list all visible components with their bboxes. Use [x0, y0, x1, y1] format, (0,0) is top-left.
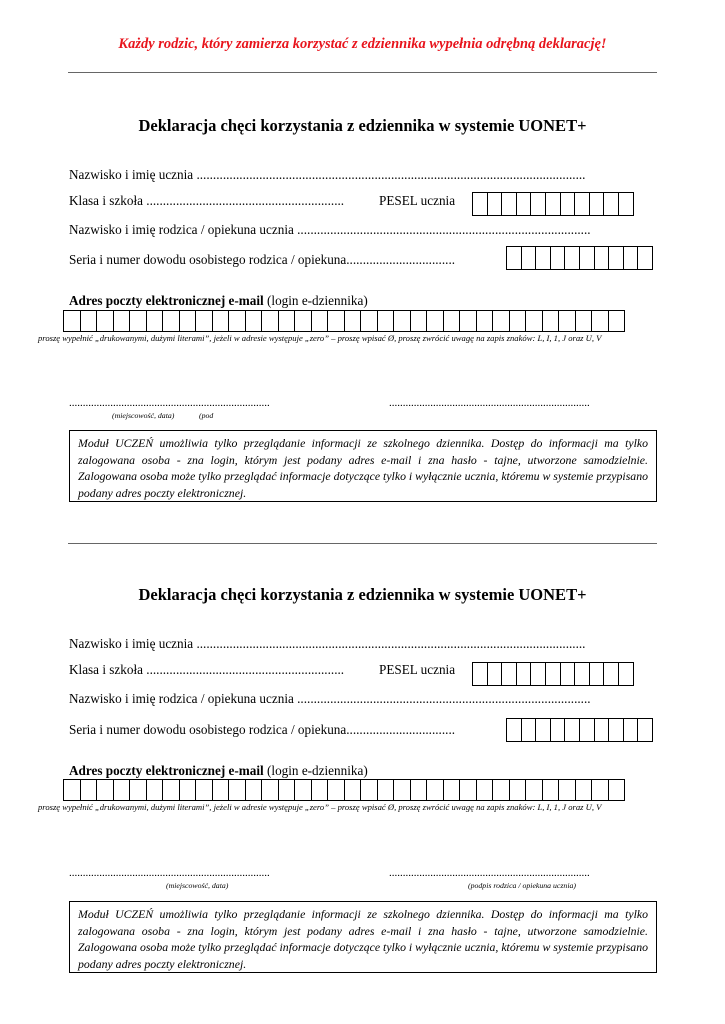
- email-char-box[interactable]: [443, 779, 461, 801]
- email-boxes[interactable]: [63, 310, 625, 332]
- place-date-caption: (miejscowość, data): [166, 881, 229, 890]
- email-char-box[interactable]: [80, 779, 98, 801]
- place-date-line[interactable]: .........................................................................: [69, 397, 270, 409]
- char-box[interactable]: [560, 662, 576, 686]
- email-char-box[interactable]: [278, 310, 296, 332]
- student-name-field[interactable]: Nazwisko i imię ucznia ......................................................................................................................: [69, 636, 586, 651]
- info-box: Moduł UCZEŃ umożliwia tylko przeglądanie informacji ze szkolnego dziennika. Dostęp do informacji ma tylko zalogowana osoba - zna login, którym jest podany adres e-mail i zna hasło - tajne, utworzone samodzielnie. Zalogowana osoba może tylko przeglądać informacje dotyczące tylko i wyłącznie ucznia, któremu w systemie przypisano podany adres poczty elektronicznej.: [69, 430, 657, 502]
- email-char-box[interactable]: [245, 310, 263, 332]
- email-char-box[interactable]: [344, 310, 362, 332]
- email-char-box[interactable]: [228, 779, 246, 801]
- parent-name-field[interactable]: Nazwisko i imię rodzica / opiekuna ucznia .........................................................................................: [69, 222, 591, 237]
- email-char-box[interactable]: [63, 779, 81, 801]
- char-box[interactable]: [501, 662, 517, 686]
- email-char-box[interactable]: [393, 310, 411, 332]
- email-char-box[interactable]: [509, 779, 527, 801]
- id-series-boxes[interactable]: [506, 246, 653, 270]
- email-char-box[interactable]: [212, 779, 230, 801]
- parent-name-field[interactable]: Nazwisko i imię rodzica / opiekuna ucznia .........................................................................................: [69, 691, 591, 706]
- email-char-box[interactable]: [311, 310, 329, 332]
- email-char-box[interactable]: [525, 779, 543, 801]
- email-char-box[interactable]: [558, 310, 576, 332]
- fill-note: proszę wypełnić „drukowanymi, dużymi literami”, jeżeli w adresie występuje „zero” – proszę wpisać Ø, proszę zwrócić uwagę na zapis znaków: L, I, 1, J oraz U, V: [38, 333, 602, 343]
- email-char-box[interactable]: [459, 779, 477, 801]
- pesel-label: PESEL ucznia: [379, 193, 456, 208]
- email-label-rest: (login e-dziennika): [267, 763, 368, 778]
- email-char-box[interactable]: [195, 310, 213, 332]
- signature-line[interactable]: .........................................................................: [389, 397, 590, 409]
- email-char-box[interactable]: [591, 310, 609, 332]
- char-box[interactable]: [574, 662, 590, 686]
- email-char-box[interactable]: [459, 310, 477, 332]
- pesel-boxes[interactable]: [472, 192, 634, 216]
- email-char-box[interactable]: [327, 310, 345, 332]
- email-char-box[interactable]: [228, 310, 246, 332]
- email-char-box[interactable]: [575, 779, 593, 801]
- signature-line[interactable]: .........................................................................: [389, 867, 590, 879]
- char-box[interactable]: [516, 662, 532, 686]
- email-char-box[interactable]: [608, 779, 626, 801]
- char-box[interactable]: [603, 192, 619, 216]
- email-char-box[interactable]: [410, 779, 428, 801]
- char-box[interactable]: [564, 246, 580, 270]
- char-box[interactable]: [472, 662, 488, 686]
- place-date-line[interactable]: .........................................................................: [69, 867, 270, 879]
- email-char-box[interactable]: [393, 779, 411, 801]
- email-char-box[interactable]: [360, 779, 378, 801]
- char-box[interactable]: [579, 718, 595, 742]
- email-char-box[interactable]: [162, 779, 180, 801]
- id-series-field[interactable]: Seria i numer dowodu osobistego rodzica / opiekuna.................................: [69, 252, 456, 267]
- email-char-box[interactable]: [96, 310, 114, 332]
- email-char-box[interactable]: [80, 310, 98, 332]
- email-char-box[interactable]: [476, 779, 494, 801]
- email-char-box[interactable]: [509, 310, 527, 332]
- email-char-box[interactable]: [278, 779, 296, 801]
- place-date-caption: (miejscowość, data): [112, 411, 175, 420]
- char-box[interactable]: [579, 246, 595, 270]
- pesel-boxes[interactable]: [472, 662, 634, 686]
- email-char-box[interactable]: [377, 779, 395, 801]
- info-box: Moduł UCZEŃ umożliwia tylko przeglądanie informacji ze szkolnego dziennika. Dostęp do informacji ma tylko zalogowana osoba - zna login, którym jest podany adres e-mail i zna hasło - tajne, utworzone samodzielnie. Zalogowana osoba może tylko przeglądać informacje dotyczące tylko i wyłącznie ucznia, któremu w systemie przypisano podany adres poczty elektronicznej.: [69, 901, 657, 973]
- form-heading: Deklaracja chęci korzystania z edziennika w systemie UONET+: [138, 585, 587, 604]
- char-box[interactable]: [618, 192, 634, 216]
- signature-caption: (podpis rodzica / opiekuna ucznia): [468, 881, 576, 890]
- page-title: Każdy rodzic, który zamierza korzystać z edziennika wypełnia odrębną deklarację!: [118, 36, 607, 52]
- char-box[interactable]: [545, 192, 561, 216]
- char-box[interactable]: [506, 718, 522, 742]
- char-box[interactable]: [535, 246, 551, 270]
- char-box[interactable]: [637, 246, 653, 270]
- char-box[interactable]: [501, 192, 517, 216]
- form-heading: Deklaracja chęci korzystania z edziennika w systemie UONET+: [138, 116, 587, 135]
- email-char-box[interactable]: [294, 779, 312, 801]
- email-label: [69, 293, 368, 309]
- email-char-box[interactable]: [542, 779, 560, 801]
- email-label-bold: Adres poczty elektronicznej e-mail: [69, 293, 264, 308]
- id-series-boxes[interactable]: [506, 718, 653, 742]
- pesel-label: PESEL ucznia: [379, 662, 456, 677]
- email-char-box[interactable]: [129, 779, 147, 801]
- char-box[interactable]: [623, 246, 639, 270]
- email-char-box[interactable]: [146, 310, 164, 332]
- fill-note: proszę wypełnić „drukowanymi, dużymi literami”, jeżeli w adresie występuje „zero” – proszę wpisać Ø, proszę zwrócić uwagę na zapis znaków: L, I, 1, J oraz U, V: [38, 802, 602, 812]
- char-box[interactable]: [603, 662, 619, 686]
- email-char-box[interactable]: [129, 310, 147, 332]
- email-char-box[interactable]: [311, 779, 329, 801]
- email-label-rest: (login e-dziennika): [267, 293, 368, 308]
- email-char-box[interactable]: [492, 779, 510, 801]
- email-char-box[interactable]: [492, 310, 510, 332]
- email-char-box[interactable]: [96, 779, 114, 801]
- email-char-box[interactable]: [261, 779, 279, 801]
- email-char-box[interactable]: [146, 779, 164, 801]
- char-box[interactable]: [623, 718, 639, 742]
- email-char-box[interactable]: [377, 310, 395, 332]
- char-box[interactable]: [506, 246, 522, 270]
- email-char-box[interactable]: [608, 310, 626, 332]
- email-boxes[interactable]: [63, 779, 625, 801]
- char-box[interactable]: [594, 718, 610, 742]
- char-box[interactable]: [535, 718, 551, 742]
- class-school-field[interactable]: Klasa i szkoła ............................................................: [69, 662, 345, 677]
- divider: [68, 72, 657, 73]
- student-name-field[interactable]: Nazwisko i imię ucznia ......................................................................................................................: [69, 167, 586, 182]
- email-char-box[interactable]: [261, 310, 279, 332]
- char-box[interactable]: [487, 192, 503, 216]
- email-char-box[interactable]: [113, 310, 131, 332]
- email-char-box[interactable]: [360, 310, 378, 332]
- email-char-box[interactable]: [410, 310, 428, 332]
- email-char-box[interactable]: [294, 310, 312, 332]
- email-char-box[interactable]: [575, 310, 593, 332]
- char-box[interactable]: [516, 192, 532, 216]
- email-char-box[interactable]: [179, 779, 197, 801]
- email-char-box[interactable]: [212, 310, 230, 332]
- class-school-field[interactable]: Klasa i szkoła ............................................................: [69, 193, 345, 208]
- char-box[interactable]: [545, 662, 561, 686]
- email-char-box[interactable]: [162, 310, 180, 332]
- email-char-box[interactable]: [525, 310, 543, 332]
- email-char-box[interactable]: [113, 779, 131, 801]
- email-char-box[interactable]: [179, 310, 197, 332]
- char-box[interactable]: [594, 246, 610, 270]
- email-char-box[interactable]: [443, 310, 461, 332]
- email-char-box[interactable]: [344, 779, 362, 801]
- id-series-field[interactable]: Seria i numer dowodu osobistego rodzica / opiekuna.................................: [69, 722, 456, 737]
- email-char-box[interactable]: [591, 779, 609, 801]
- email-char-box[interactable]: [542, 310, 560, 332]
- email-label: [69, 763, 368, 779]
- char-box[interactable]: [574, 192, 590, 216]
- char-box[interactable]: [618, 662, 634, 686]
- char-box[interactable]: [608, 246, 624, 270]
- char-box[interactable]: [608, 718, 624, 742]
- email-char-box[interactable]: [558, 779, 576, 801]
- char-box[interactable]: [637, 718, 653, 742]
- divider: [68, 543, 657, 544]
- email-char-box[interactable]: [327, 779, 345, 801]
- char-box[interactable]: [472, 192, 488, 216]
- email-char-box[interactable]: [63, 310, 81, 332]
- char-box[interactable]: [530, 662, 546, 686]
- char-box[interactable]: [521, 718, 537, 742]
- char-box[interactable]: [550, 246, 566, 270]
- char-box[interactable]: [589, 662, 605, 686]
- email-char-box[interactable]: [426, 779, 444, 801]
- char-box[interactable]: [550, 718, 566, 742]
- char-box[interactable]: [560, 192, 576, 216]
- email-char-box[interactable]: [195, 779, 213, 801]
- char-box[interactable]: [521, 246, 537, 270]
- char-box[interactable]: [564, 718, 580, 742]
- char-box[interactable]: [530, 192, 546, 216]
- email-char-box[interactable]: [476, 310, 494, 332]
- char-box[interactable]: [589, 192, 605, 216]
- email-label-bold: Adres poczty elektronicznej e-mail: [69, 763, 264, 778]
- email-char-box[interactable]: [245, 779, 263, 801]
- char-box[interactable]: [487, 662, 503, 686]
- email-char-box[interactable]: [426, 310, 444, 332]
- signature-caption: (pod: [199, 411, 214, 420]
